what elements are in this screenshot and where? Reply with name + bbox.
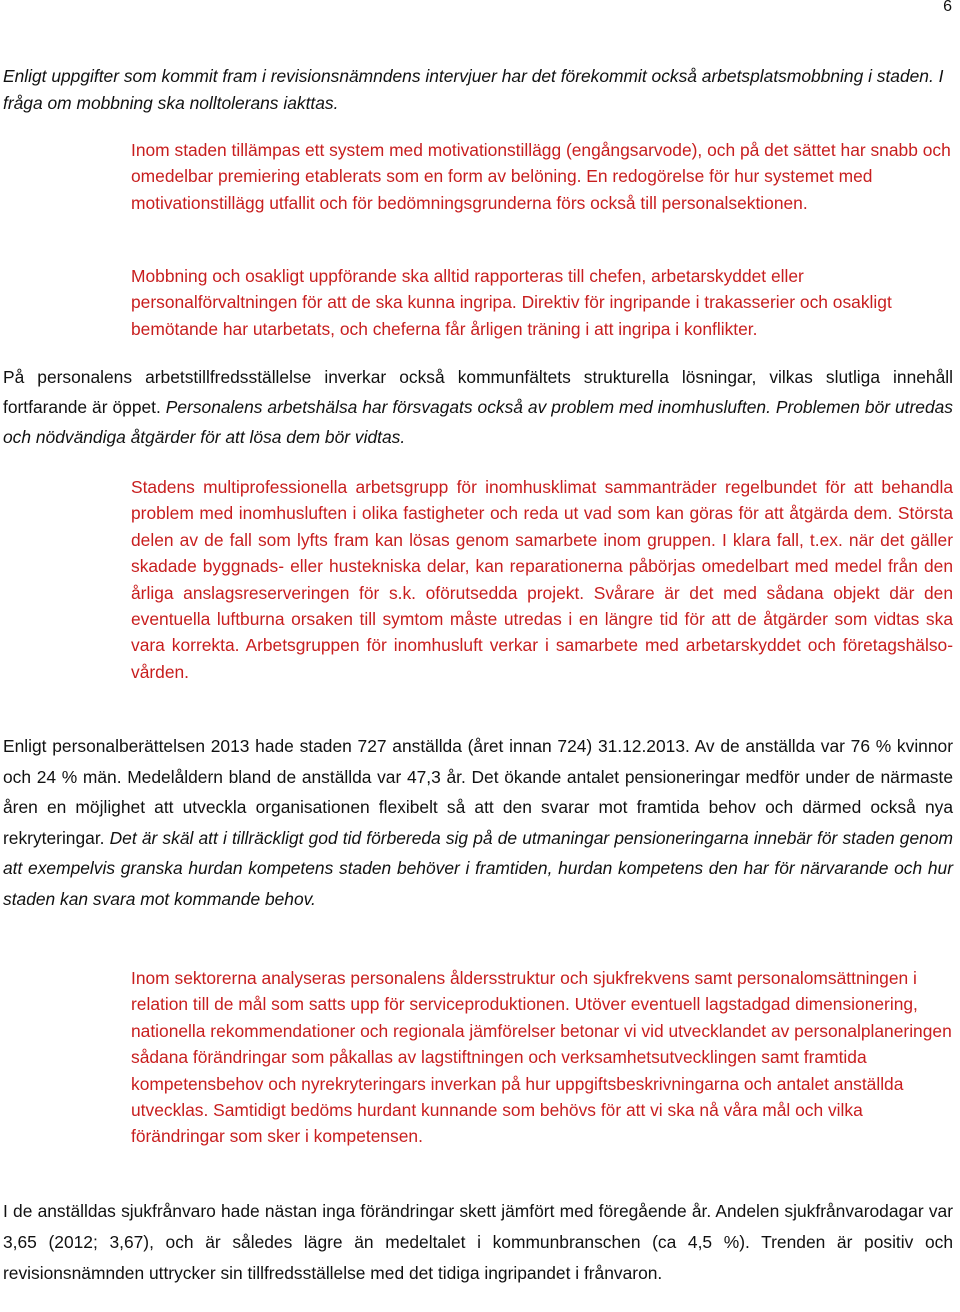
paragraph-workplace-bullying bbox=[3, 63, 953, 117]
paragraph-text: Personalens arbetshälsa har försvagats också av problem med inomhusluften. Problemen bör utredas och nödvändiga åtgärder för att lösa dem bör vidtas. bbox=[3, 397, 953, 447]
paragraph-text: Det är skäl att i tillräckligt god tid förbereda sig på de utmaningar pensioneringarna innebär för staden genom att exempelvis granska hurdan kompetens staden behöver i framtiden, hurdan kompetens den har för närvarande och hur staden kan svara mot kommande behov. bbox=[3, 827, 953, 909]
paragraph-text: I de anställdas sjukfrånvaro hade nästan inga förändringar skett jämfört med föregående år. Andelen sjukfrånvarodagar var 3,65 (2012; 3,67), och är således lägre än medeltalet i kommunbranschen (ca 4,5 %). Trenden är positiv och revisionsnämnden uttrycker sin tillfredsställelse med det tidiga ingripandet i frånvaron. bbox=[3, 1201, 953, 1283]
paragraph-text: På personalens arbetstillfredsställelse inverkar också kommunfältets strukturella lösningar, vilkas slutliga innehåll fortfarande är öppet. bbox=[3, 367, 953, 417]
reply-text: Inom staden tillämpas ett system med motivationstillägg (engångsarvode), och på det sättet har snabb och omedelbar premiering etablerats som en form av belöning. bbox=[131, 140, 951, 187]
paragraph-personnel-report bbox=[3, 731, 953, 915]
reply-indoor-climate bbox=[131, 474, 953, 685]
reply-bullying-reporting bbox=[131, 263, 953, 342]
paragraph-work-satisfaction bbox=[3, 362, 953, 452]
reply-age-structure bbox=[131, 965, 953, 1150]
reply-text: Inom sektorerna analyseras personalens åldersstruktur och sjukfrekvens samt personalomsättningen i relation till de mål som satts upp för serviceproduktionen. Utöver eventuell lagstadgad dimensionering, nationella rekommendationer och regionala jämförelser betonar vi vid utvecklandet av personalplaneringen sådana förändringar som påkallas av lagstiftningen och verksamhetsutvecklingen samt framtida kompetensbehov och nyrekryteringars inverkan på hur uppgiftsbeskrivningarna och antalet anställda utvecklas. Samtidigt bedöms hurdant kunnande som behövs för att vi ska nå våra mål och vilka förändringar som sker i kompetensen. bbox=[131, 968, 952, 1147]
paragraph-text: Enligt uppgifter som kommit fram i revisionsnämndens intervjuer har det förekommit också arbetsplatsmobbning i staden. I fråga om mobbning ska nolltolerans iakttas. bbox=[3, 66, 944, 113]
reply-motivation-bonus bbox=[131, 137, 953, 216]
reply-text: En redogörelse för hur systemet med motivationstillägg utfallit och för bedömningsgrunderna förs också till personalsektionen. bbox=[131, 166, 873, 213]
paragraph-sick-leave bbox=[3, 1196, 953, 1289]
paragraph-text: Enligt personalberättelsen 2013 hade staden 727 anställda (året innan 724) 31.12.2013. Av de anställda var 76 % kvinnor och 24 % män. Medelåldern bland de anställda var 47,3 år. Det ökande antalet pensioneringar medför under de närmaste åren en möjlighet att utveckla organisationen flexibelt så att den svarar mot framtida behov och därmed också nya rekryteringar. bbox=[3, 736, 953, 848]
page-number: 6 bbox=[943, 0, 952, 15]
reply-text: Mobbning och osakligt uppförande ska alltid rapporteras till chefen, arbetarskyddet eller personalförvaltningen för att de ska kunna ingripa. bbox=[131, 266, 804, 313]
reply-text: Stadens multiprofessionella arbetsgrupp för inomhusklimat sammanträder regelbundet för att behandla problem med inomhusluften i olika fastigheter och reda ut vad som kan göras för att åtgärda dem. Största delen av de fall som lyfts fram kan lösas genom samarbete inom gruppen. I klara fall, t.ex. när det gäller skadade byggnads- eller hustekniska delar, kan reparationerna påbörjas omedelbart med medel från den årliga anslagsreserveringen för s.k. oförutsedda projekt. Svårare är det med sådana objekt där den eventuella luftburna orsaken till symtom måste utredas i en längre tid för att de åtgärder som vidtas ska vara korrekta. Arbetsgruppen för inomhusluft verkar i samarbete med arbetarskyddet och företagshälsovården. bbox=[131, 477, 953, 682]
reply-text: Direktiv för ingripande i trakasserier och osakligt bemötande har utarbetats, och cheferna får årligen träning i att ingripa i konflikter. bbox=[131, 292, 892, 339]
